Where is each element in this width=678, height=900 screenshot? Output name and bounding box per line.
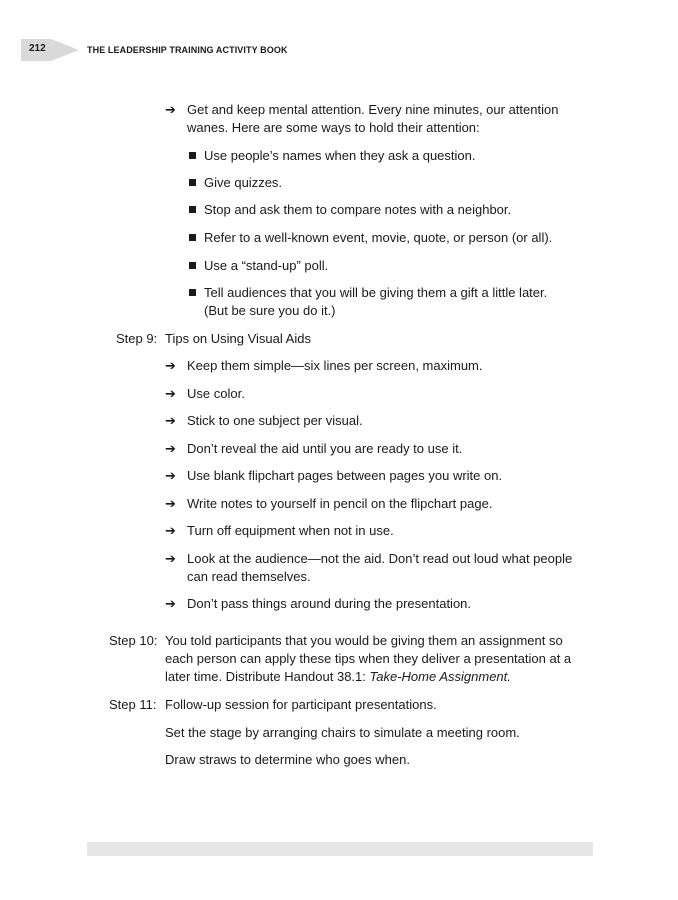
visual-aid-tip: Look at the audience—not the aid. Don’t read out loud what people	[187, 551, 573, 566]
visual-aid-tip: Keep them simple—six lines per screen, maximum.	[187, 358, 483, 373]
footer-bar	[87, 842, 593, 856]
arrow-icon: ➔	[165, 386, 176, 401]
arrow-icon: ➔	[165, 441, 176, 456]
visual-aid-tip: Stick to one subject per visual.	[187, 413, 363, 428]
attention-item: Tell audiences that you will be giving them a gift a little later.	[204, 285, 548, 300]
square-bullet-icon	[189, 179, 196, 186]
step-10-handout-prefix: later time. Distribute Handout 38.1:	[165, 669, 370, 684]
running-head: THE LEADERSHIP TRAINING ACTIVITY BOOK	[87, 45, 288, 55]
step-10-text-line2: each person can apply these tips when they deliver a presentation at a	[165, 651, 572, 666]
square-bullet-icon	[189, 206, 196, 213]
attention-item: Give quizzes.	[204, 175, 283, 190]
attention-intro-line1: Get and keep mental attention. Every nine minutes, our attention	[187, 102, 559, 117]
handout-title: Take-Home Assignment.	[369, 669, 511, 684]
visual-aid-tip: Write notes to yourself in pencil on the flipchart page.	[187, 496, 493, 511]
attention-intro-line2: wanes. Here are some ways to hold their attention:	[187, 120, 480, 135]
step-10-label: Step 10:	[109, 633, 158, 648]
visual-aid-tip: Turn off equipment when not in use.	[187, 523, 394, 538]
arrow-icon: ➔	[165, 551, 176, 566]
step-11-paragraph: Draw straws to determine who goes when.	[165, 752, 410, 767]
visual-aid-tip: Use color.	[187, 386, 245, 401]
attention-item: Use a “stand-up” poll.	[204, 258, 329, 273]
step-11-text-line1: Follow-up session for participant presentations.	[165, 697, 437, 712]
attention-item-continuation: (But be sure you do it.)	[204, 303, 336, 318]
step-10-text-line3	[165, 668, 511, 686]
attention-item: Stop and ask them to compare notes with a neighbor.	[204, 202, 512, 217]
visual-aid-tip: Don’t reveal the aid until you are ready to use it.	[187, 441, 463, 456]
attention-item: Refer to a well-known event, movie, quote, or person (or all).	[204, 230, 553, 245]
arrow-icon: ➔	[165, 523, 176, 538]
visual-aid-tip: Don’t pass things around during the presentation.	[187, 596, 472, 611]
step-9-title: Tips on Using Visual Aids	[165, 331, 311, 346]
square-bullet-icon	[189, 289, 196, 296]
step-11-paragraph: Set the stage by arranging chairs to simulate a meeting room.	[165, 725, 520, 740]
arrow-icon: ➔	[165, 596, 176, 611]
arrow-icon: ➔	[165, 102, 176, 117]
attention-item: Use people’s names when they ask a question.	[204, 148, 476, 163]
step-10-text-line1: You told participants that you would be giving them an assignment so	[165, 633, 563, 648]
square-bullet-icon	[189, 234, 196, 241]
step-11-label: Step 11:	[109, 697, 157, 712]
square-bullet-icon	[189, 152, 196, 159]
arrow-icon: ➔	[165, 468, 176, 483]
arrow-icon: ➔	[165, 358, 176, 373]
visual-aid-tip: Use blank flipchart pages between pages you write on.	[187, 468, 503, 483]
step-9-label: Step 9:	[116, 331, 158, 346]
visual-aid-tip-continuation: can read themselves.	[187, 569, 311, 584]
page-number: 212	[29, 43, 46, 54]
square-bullet-icon	[189, 262, 196, 269]
arrow-icon: ➔	[165, 413, 176, 428]
arrow-icon: ➔	[165, 496, 176, 511]
